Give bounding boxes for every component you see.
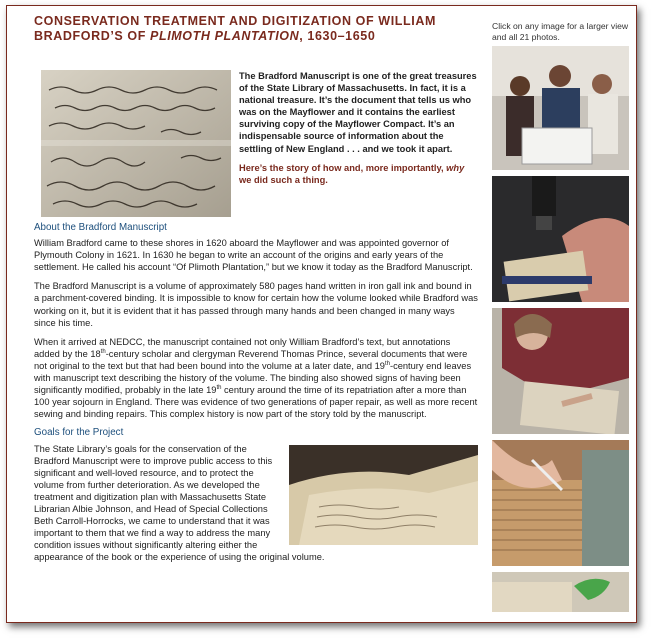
goals-heading: Goals for the Project: [34, 427, 124, 439]
intro-paragraph: The Bradford Manuscript is one of the great treasures of the State Library of Massachusetts. In fact, it is a national treasure. It’s the document that tells us who was on the Mayflower and it contains the earliest surviving copy of the Mayflower Compact. It’s an indispensable source of information about the settling of New England . . . and we took it apart.: [239, 71, 477, 154]
article-body: [34, 70, 478, 570]
story-paragraph: Here’s the story of how and, more importantly, why we did such a thing.: [239, 162, 465, 185]
about-paragraph-2: The Bradford Manuscript is a volume of approximately 580 pages hand written in iron gall ink and bound in a parchment-covered binding. It is impossible to know for certain how the volume looked while Bradford was working on it, but it is evident that it has passed through many hands and been changed in many ways since his time.: [34, 281, 478, 328]
about-paragraph-3: When it arrived at NEDCC, the manuscript contained not only William Bradford’s text, but annotations added by the 18th-century scholar and clergyman Reverend Thomas Prince, several documents that were not original to the text but that had been bound into the volume at a later date, and 19th-century end leaves with manuscript text describing the history of the volume. The binding also showed signs of having been significantly modified, probably in the late 19th century around the time of its repatriation after a more than 100 year sojourn in England. There was evidence of two generations of paper repair, as well as more recent sewing and binding repairs. This complex history is now part of the story told by the manuscript.: [34, 336, 478, 420]
photo-conservator-at-work[interactable]: [492, 308, 629, 434]
photo-sidebar: [492, 21, 629, 618]
about-heading: About the Bradford Manuscript: [34, 222, 167, 233]
about-paragraph-1: William Bradford came to these shores in 1620 aboard the Mayflower and was appointed governor of Plymouth Colony in 1621. In 1630 he began to write an account of the origins and early years of the settlement. He called his account “Of Plimoth Plantation,” but we know it today as the Bradford Manuscript.: [34, 238, 473, 273]
sidebar-note: Click on any image for a larger view and all 21 photos.: [492, 21, 629, 42]
manuscript-handwriting-image[interactable]: [41, 70, 231, 217]
open-book-pages-image[interactable]: [289, 445, 478, 545]
article-frame: [6, 5, 637, 623]
goals-paragraph: The State Library’s goals for the conservation of the Bradford Manuscript were to improve public access to this significant and well-loved resource, and to protect the volume from further deterioration. As we developed the treatment and digitization plan with Massachusetts State Librarian Albie Johnson, and Head of Special Collections Beth Carroll-Horrocks, we came to understand that it was important to them that we find a way to address the many condition issues without significantly altering either the appearance of the book or the experience of using the original volume.: [34, 443, 478, 564]
photo-gloved-hand[interactable]: [492, 572, 629, 612]
photo-book-spine-detail[interactable]: [492, 440, 629, 566]
photo-digitization-camera[interactable]: [492, 176, 629, 302]
photo-three-people-with-box[interactable]: [492, 46, 629, 170]
page-title: CONSERVATION TREATMENT AND DIGITIZATION OF WILLIAM BRADFORD’S OF PLIMOTH PLANTATION, 1630–1650: [34, 14, 436, 43]
